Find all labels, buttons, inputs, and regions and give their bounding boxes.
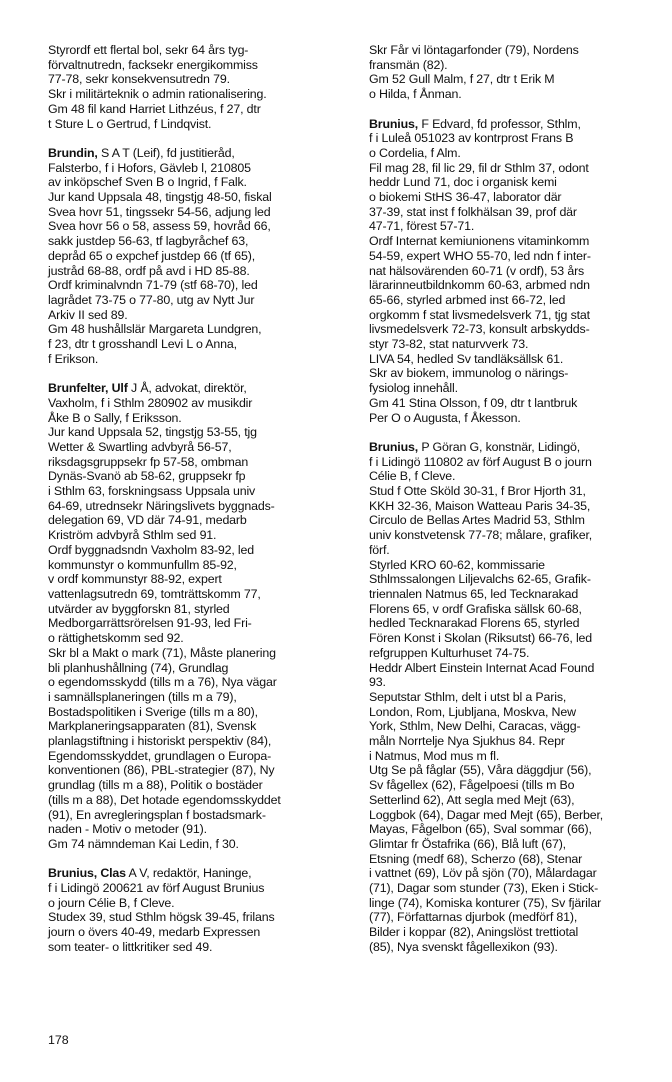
entry-name: Brunfelter, Ulf [48,381,128,396]
entry-text-line: Wetter & Swartling advbyrå 56-57, [48,439,232,454]
entry-text-line: f i Luleå 051023 av kontrprost Frans B [369,131,574,146]
entry-text-line: Ordf byggnadsndn Vaxholm 83-92, led [48,542,254,557]
entry-text-line: 93. [369,675,386,690]
entry-heading-line [369,440,659,455]
biography-entry [369,43,659,102]
entry-text-line: Glimtar fr Östafrika (66), Blå luft (67), [369,836,566,851]
biography-entry [369,440,659,955]
entry-text-line: Loggbok (64), Dagar med Mejt (65), Berber, [369,807,604,822]
entry-heading-rest: J Å, advokat, direktör, [127,381,247,396]
entry-text-line: i Natmus, Mod mus m fl. [369,748,500,763]
entry-text-line: 64-69, utrednsekr Näringslivets byggnads- [48,498,275,513]
entry-text-line: Heddr Albert Einstein Internat Acad Found [369,660,595,675]
entry-text-line: som teater- o littkritiker sed 49. [48,939,213,954]
entry-text-line: Setterlind 62), Att segla med Mejt (63), [369,792,575,807]
entry-name: Brunius, Clas [48,866,126,881]
entry-text-line: i vattnet (69), Löv på sjön (70), Målardagar [369,866,597,881]
entry-text-line: Florens 65, v ordf Grafiska sällsk 60-68, [369,601,582,616]
entry-text-line: Egendomsskyddet, grundlagen o Europa- [48,748,272,763]
entry-text-line: Seputstar Sthlm, delt i utst bl a Paris, [369,689,567,704]
entry-text-line: o biokemi StHS 36-47, laborator där [369,190,562,205]
entry-text-line: f Erikson. [48,351,99,366]
entry-text-line: o egendomsskydd (tills m a 76), Nya vägar [48,675,277,690]
entry-text-line: KKH 32-36, Maison Watteau Paris 34-35, [369,498,591,513]
entry-text-line: Gm 48 fil kand Harriet Lithzéus, f 27, dtr [48,101,261,116]
entry-text-line: i samnällsplaneringen (tills m a 79), [48,689,237,704]
entry-text-line: fransmän (82). [369,57,448,72]
entry-text-line: (71), Dagar som stunder (73), Eken i Stick- [369,881,599,896]
entry-text-line: konventionen (86), PBL-strategier (87), Ny [48,763,275,778]
entry-text-line: grundlag (tills m a 88), Politik o bostäder [48,778,263,793]
entry-text-line: Gm 48 hushållslär Margareta Lundgren, [48,322,262,337]
entry-text-line: 47-71, förest 57-71. [369,219,475,234]
entry-text-line: styr 73-82, stat naturvverk 73. [369,337,529,352]
entry-heading-line [48,146,338,161]
entry-name: Brundin, [48,145,98,160]
entry-text-line: Medborgarrättsrörelsen 91-93, led Fri- [48,616,252,631]
entry-text-line: heddr Lund 71, doc i organisk kemi [369,175,557,190]
entry-text-line: Skr bl a Makt o mark (71), Måste planering [48,645,276,660]
entry-text-line: Fil mag 28, fil lic 29, fil dr Sthlm 37, odont [369,160,589,175]
entry-text-line: (85), Nya svenskt fågellexikon (93). [369,939,558,954]
entry-text-line: o Cordelia, f Alm. [369,145,461,160]
biography-entry [48,866,338,954]
entry-text-line: York, Sthlm, New Delhi, Caracas, vägg- [369,719,581,734]
entry-text-line: f 23, dtr t grosshandl Levi L o Anna, [48,337,237,352]
entry-text-line: riksdagsgruppsekr fp 57-58, ombman [48,454,249,469]
entry-text-line: Markplaneringsapparaten (81), Svensk [48,719,257,734]
entry-text-line: Fören Konst i Skolan (Riksutst) 66-76, led [369,631,593,646]
entry-text-line: Vaxholm, f i Sthlm 280902 av musikdir [48,395,253,410]
entry-text-line: journ o övers 40-49, medarb Expressen [48,925,261,940]
entry-name: Brunius, [369,116,419,131]
entry-heading-line [48,381,338,396]
entry-text-line: lärarinneutbildnkomm 60-63, arbmed ndn [369,278,590,293]
entry-text-line: t Sture L o Gertrud, f Lindqvist. [48,116,212,131]
biography-entry [48,146,338,367]
entry-text-line: (91), En avregleringsplan f bostadsmark- [48,807,266,822]
left-column [48,43,338,969]
entry-text-line: triennalen Natmus 65, led Tecknarakad [369,586,579,601]
entry-text-line: måln Norrtelje Nya Sjukhus 84. Repr [369,734,565,749]
entry-text-line: Skr av biokem, immunolog o närings- [369,366,569,381]
entry-text-line: Bilder i koppar (82), Aningslöst trettiotal [369,925,579,940]
entry-name: Brunius, [369,439,419,454]
entry-text-line: Sthlmssalongen Liljevalchs 62-65, Grafik- [369,572,591,587]
entry-text-line: Gm 74 nämndeman Kai Ledin, f 30. [48,836,239,851]
entry-text-line: Styrordf ett flertal bol, sekr 64 års tyg- [48,43,249,57]
entry-text-line: av inköpschef Sven B o Ingrid, f Falk. [48,175,247,190]
entry-heading-rest: F Edvard, fd professor, Sthlm, [418,116,581,131]
entry-text-line: depråd 65 o expchef justdep 66 (tf 65), [48,248,255,263]
entry-text-line: i Sthlm 63, forskningsass Uppsala univ [48,484,256,499]
entry-text-line: bli planhushållning (74), Grundlag [48,660,229,675]
entry-heading-rest: S A T (Leif), fd justitieråd, [97,145,235,160]
entry-text-line: livsmedelsverk 72-73, konsult arbskydds- [369,322,590,337]
entry-text-line: LIVA 54, hedled Sv tandläksällsk 61. [369,351,564,366]
entry-text-line: f i Lidingö 200621 av förf August Brunius [48,881,265,896]
entry-text-line: Per O o Augusta, f Åkesson. [369,410,521,425]
entry-text-line: 77-78, sekr konsekvensutredn 79. [48,72,230,87]
right-column [369,43,659,969]
entry-text-line: orgkomm f stat livsmedelsverk 71, tjg stat [369,307,590,322]
entry-text-line: fysiolog innehåll. [369,381,458,396]
entry-heading-line [48,866,338,881]
entry-text-line: justråd 68-88, ordf på avd i HD 85-88. [48,263,250,278]
entry-text-line: 37-39, stat inst f folkhälsan 39, prof där [369,204,577,219]
entry-text-line: 54-59, expert WHO 55-70, led ndn f inter- [369,248,591,263]
entry-text-line: Gm 41 Stina Olsson, f 09, dtr t lantbruk [369,395,578,410]
entry-text-line: Dynäs-Svanö ab 58-62, gruppsekr fp [48,469,246,484]
biography-entry [48,43,338,131]
entry-text-line: v ordf kommunstyr 88-92, expert [48,572,222,587]
entry-text-line: o journ Célie B, f Cleve. [48,895,175,910]
page-number: 178 [48,1033,69,1047]
entry-text-line: förvaltnutredn, facksekr energikommiss [48,57,258,72]
entry-text-line: naden - Motiv o metoder (91). [48,822,207,837]
entry-text-line: Åke B o Sally, f Eriksson. [48,410,182,425]
entry-text-line: Studex 39, stud Sthlm högsk 39-45, frilans [48,910,275,925]
entry-text-line: Utg Se på fåglar (55), Våra däggdjur (56), [369,763,592,778]
entry-text-line: London, Rom, Ljubljana, Moskva, New [369,704,576,719]
entry-text-line: (77), Författarnas djurbok (medförf 81), [369,910,578,925]
entry-text-line: Svea hovr 51, tingssekr 54-56, adjung led [48,204,271,219]
entry-text-line: Skr i militärteknik o admin rationalisering. [48,87,267,102]
entry-text-line: Sv fågellex (62), Fågelpoesi (tills m Bo [369,778,575,793]
entry-text-line: linge (74), Komiska konturer (75), Sv fjärilar [369,895,602,910]
entry-text-line: Svea hovr 56 o 58, assess 59, hovråd 66, [48,219,271,234]
entry-text-line: Etsning (medf 68), Scherzo (68), Stenar [369,851,583,866]
entry-text-line: vattenlagsutredn 69, tomträttskomm 77, [48,586,261,601]
entry-text-line: förf. [369,542,390,557]
entry-text-line: Bostadspolitiken i Sverige (tills m a 80), [48,704,258,719]
entry-text-line: Skr Får vi löntagarfonder (79), Nordens [369,43,579,57]
entry-text-line: Circulo de Bellas Artes Madrid 53, Sthlm [369,513,585,528]
biography-entry [48,381,338,852]
entry-text-line: Célie B, f Cleve. [369,469,456,484]
entry-text-line: refgruppen Kulturhuset 74-75. [369,645,530,660]
entry-text-line: nat hälsovärenden 60-71 (v ordf), 53 års [369,263,585,278]
entry-text-line: (tills m a 88), Det hotade egendomsskyddet [48,792,281,807]
entry-text-line: f i Lidingö 110802 av förf August B o journ [369,454,592,469]
entry-heading-rest: A V, redaktör, Haninge, [125,866,252,881]
entry-text-line: delegation 69, VD där 74-91, medarb [48,513,247,528]
entry-text-line: kommunstyr o kommunfullm 85-92, [48,557,237,572]
entry-text-line: utvärder av byggforskn 81, styrled [48,601,230,616]
entry-text-line: Styrled KRO 60-62, kommissarie [369,557,545,572]
biography-entry [369,117,659,426]
entry-text-line: planlagstiftning i historiskt perspektiv (84), [48,734,272,749]
entry-text-line: sakk justdep 56-63, tf lagbyråchef 63, [48,234,249,249]
entry-text-line: Ordf kriminalvndn 71-79 (stf 68-70), led [48,278,258,293]
entry-heading-line [369,117,659,132]
entry-text-line: hedled Tecknarakad Florens 65, styrled [369,616,580,631]
entry-text-line: 65-66, styrled arbmed inst 66-72, led [369,292,566,307]
entry-text-line: Arkiv II sed 89. [48,307,128,322]
entry-text-line: Ordf Internat kemiunionens vitaminkomm [369,234,590,249]
entry-text-line: lagrådet 73-75 o 77-80, utg av Nytt Jur [48,292,255,307]
entry-text-line: o rättighetskomm sed 92. [48,631,184,646]
entry-text-line: Gm 52 Gull Malm, f 27, dtr t Erik M [369,72,555,87]
entry-text-line: univ konstvetensk 77-78; målare, grafiker, [369,528,593,543]
entry-text-line: Jur kand Uppsala 52, tingstjg 53-55, tjg [48,425,257,440]
entry-text-line: o Hilda, f Ånman. [369,87,462,102]
entry-heading-rest: P Göran G, konstnär, Lidingö, [418,439,581,454]
entry-text-line: Kriström advbyrå Sthlm sed 91. [48,528,217,543]
entry-text-line: Jur kand Uppsala 48, tingstjg 48-50, fiskal [48,190,272,205]
entry-text-line: Falsterbo, f i Hofors, Gävleb l, 210805 [48,160,251,175]
entry-text-line: Mayas, Fågelbon (65), Sval sommar (66), [369,822,592,837]
entry-text-line: Stud f Otte Sköld 30-31, f Bror Hjorth 31, [369,484,586,499]
